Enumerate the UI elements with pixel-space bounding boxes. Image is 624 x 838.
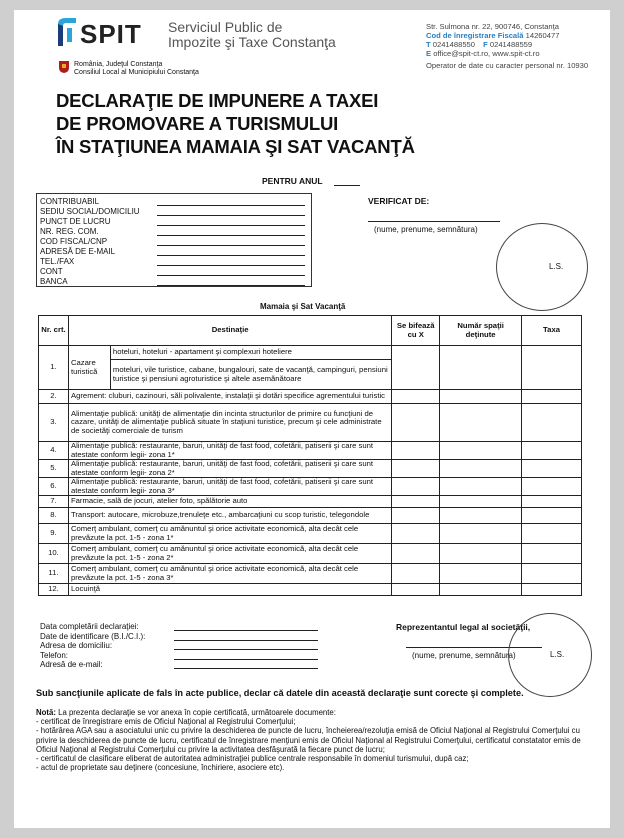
tax-cell[interactable] — [522, 564, 582, 584]
note-item: - certificatul de clasificare eliberat de autoritatea administraţiei publice centrale responsabile în domeniul turismului, după caz; — [36, 754, 469, 764]
row-nr: 1. — [39, 346, 69, 390]
table-caption: Mamaia şi Sat Vacanţă — [260, 302, 346, 311]
row-nr: 11. — [39, 564, 69, 584]
title-line-3: ÎN STAŢIUNEA MAMAIA ŞI SAT VACANŢĂ — [56, 136, 415, 157]
tax-cell[interactable] — [522, 584, 582, 596]
table-row — [39, 442, 582, 460]
spaces-cell[interactable] — [440, 478, 522, 496]
header-numar: Număr spaţii deţinute — [440, 316, 522, 346]
table-row — [39, 524, 582, 544]
address: Str. Sulmona nr. 22, 900746, Constanţa — [426, 22, 559, 31]
stamp-label-1: L.S. — [549, 262, 564, 271]
header-bifeaza: Se bifează cu X — [392, 316, 440, 346]
table-row — [39, 508, 582, 524]
check-cell[interactable] — [392, 496, 440, 508]
brand-name: SPIT — [80, 19, 142, 49]
check-cell[interactable] — [392, 544, 440, 564]
table-header-row — [39, 316, 582, 346]
taxpayer-field-label: BANCA — [40, 277, 68, 286]
table-row — [39, 544, 582, 564]
row-text: Alimentaţie publică: restaurante, baruri, unităţi de fast food, cofetării, patiserii şi care sunt atestate conform legii- zona 3* — [68, 478, 391, 496]
note-intro: La prezenta declaraţie se vor anexa în copie certificată, următoarele documente: — [58, 708, 336, 717]
header-destinatie: Destinaţie — [68, 316, 391, 346]
verified-label: VERIFICAT DE: — [368, 196, 430, 206]
tax-cell[interactable] — [522, 478, 582, 496]
org-name-2: Impozite şi Taxe Constanţa — [168, 34, 336, 50]
row-text: Comerţ ambulant, comerţ cu amănuntul şi orice activitate economică, alta decât cele prevăzute la pct. 1-5 - zona 2* — [68, 544, 391, 564]
year-label: PENTRU ANUL — [262, 176, 323, 186]
taxpayer-field-label: CONT — [40, 267, 63, 276]
check-cell[interactable] — [392, 584, 440, 596]
row-nr: 4. — [39, 442, 69, 460]
note-block — [36, 708, 588, 772]
table-row — [39, 390, 582, 404]
spaces-cell[interactable] — [440, 544, 522, 564]
row-text: Alimentaţie publică: restaurante, baruri, unităţi de fast food, cofetării, patiserii şi care sunt atestate conform legii- zona 1* — [68, 442, 391, 460]
email-label: E — [426, 49, 432, 58]
bottom-field-label: Adresă de e-mail: — [40, 660, 103, 669]
row-text: Comerţ ambulant, comerţ cu amănuntul şi orice activitate economică, alta decât cele prevăzute la pct. 1-5 - zona 1* — [68, 524, 391, 544]
verified-signature-field[interactable] — [368, 221, 500, 222]
header-taxa: Taxa — [522, 316, 582, 346]
stamp-label-2: L.S. — [550, 650, 565, 659]
table-row — [39, 460, 582, 478]
spaces-cell[interactable] — [440, 584, 522, 596]
bottom-field-input[interactable] — [174, 668, 318, 669]
tax-cell[interactable] — [522, 390, 582, 404]
cazare-label: Cazare turistică — [68, 346, 110, 390]
bottom-field-input[interactable] — [174, 659, 318, 660]
row-1b-text: moteluri, vile turistice, cabane, bungalouri, sate de vacanţă, campinguri, pensiuni turistice şi pensiuni agroturistice şi altele asemănătoare — [110, 360, 391, 390]
row-text: Agrement: cluburi, cazinouri, săli polivalente, instalaţii şi dotări specifice agrementului turistic — [68, 390, 391, 404]
statement: Sub sancţiunile aplicate de fals în acte publice, declar că datele din această declaraţie sunt corecte şi complete. — [36, 688, 524, 698]
year-field[interactable] — [334, 185, 360, 186]
taxpayer-field-input[interactable] — [157, 235, 305, 236]
check-cell[interactable] — [392, 524, 440, 544]
spit-logo-icon — [56, 18, 78, 48]
website: www.spit-ct.ro — [492, 49, 540, 58]
row-text: Farmacie, sală de jocuri, atelier foto, spălătorie auto — [68, 496, 391, 508]
bottom-field-label: Date de identificare (B.I./C.I.): — [40, 631, 146, 641]
row-nr: 12. — [39, 584, 69, 596]
tax-cell[interactable] — [522, 524, 582, 544]
tax-table — [38, 315, 582, 596]
representative-hint: (nume, prenume, semnătura) — [412, 651, 516, 660]
cif-label: Cod de înregistrare Fiscală — [426, 31, 524, 40]
verified-hint: (nume, prenume, semnătura) — [374, 225, 478, 234]
taxpayer-field-label: TEL./FAX — [40, 257, 75, 266]
note-item: - actul de proprietate sau deţinere (concesiune, închiriere, asociere etc). — [36, 763, 285, 773]
taxpayer-field-input[interactable] — [157, 205, 305, 206]
fax-label: F — [483, 40, 488, 49]
table-row — [39, 584, 582, 596]
check-cell[interactable] — [392, 460, 440, 478]
taxpayer-field-input[interactable] — [157, 215, 305, 216]
header-nr: Nr. crt. — [39, 316, 69, 346]
taxpayer-field-input[interactable] — [157, 285, 305, 286]
taxpayer-field-input[interactable] — [157, 245, 305, 246]
check-cell[interactable] — [392, 442, 440, 460]
bottom-field-input[interactable] — [174, 640, 318, 641]
bottom-field-input[interactable] — [174, 630, 318, 631]
row-nr: 10. — [39, 544, 69, 564]
check-cell[interactable] — [392, 404, 440, 442]
row-nr: 2. — [39, 390, 69, 404]
coat-of-arms-icon — [58, 60, 70, 74]
title-line-2: DE PROMOVARE A TURISMULUI — [56, 113, 339, 134]
bottom-field-label: Data completării declaraţiei: — [40, 622, 139, 631]
row-text: Transport: autocare, microbuze,trenuleţe etc., ambarcaţiuni cu scop turistic, telegondole — [68, 508, 391, 524]
operator-note: Operator de date cu caracter personal nr. 10930 — [426, 61, 589, 70]
spaces-cell[interactable] — [440, 564, 522, 584]
row-1a-text: hoteluri, hoteluri - apartament şi complexuri hoteliere — [110, 346, 391, 360]
phone: 0241488550 — [432, 40, 475, 49]
check-cell[interactable] — [392, 564, 440, 584]
spaces-cell[interactable] — [440, 346, 522, 390]
taxpayer-field-label: PUNCT DE LUCRU — [40, 217, 111, 226]
table-row — [39, 478, 582, 496]
title-line-1: DECLARAŢIE DE IMPUNERE A TAXEI — [56, 90, 379, 111]
bottom-field-input[interactable] — [174, 649, 318, 650]
row-nr: 3. — [39, 404, 69, 442]
spaces-cell[interactable] — [440, 508, 522, 524]
taxpayer-field-input[interactable] — [157, 225, 305, 226]
row-nr: 7. — [39, 496, 69, 508]
taxpayer-field-input[interactable] — [157, 265, 305, 266]
note-item: - certificat de înregistrare emis de Oficiul Naţional al Registrului Comerţului; — [36, 717, 296, 727]
tax-cell[interactable] — [522, 442, 582, 460]
row-nr: 8. — [39, 508, 69, 524]
email: office@spit-ct.ro — [433, 49, 489, 58]
spaces-cell[interactable] — [440, 404, 522, 442]
stamp-circle-1 — [496, 223, 588, 311]
spaces-cell[interactable] — [440, 442, 522, 460]
row-text: Alimentaţie publică: unităţi de alimentaţie din incinta structurilor de primire cu funcţiuni de cazare, unităţi de alimentaţie publică situate în staţiuni turistice, precum şi cele administrate de societăţi comerciale de turism — [68, 404, 391, 442]
tax-cell[interactable] — [522, 508, 582, 524]
spaces-cell[interactable] — [440, 524, 522, 544]
tax-cell[interactable] — [522, 496, 582, 508]
spaces-cell[interactable] — [440, 460, 522, 478]
tax-cell[interactable] — [522, 544, 582, 564]
fax: 0241488559 — [489, 40, 533, 49]
taxpayer-field-label: NR. REG. COM. — [40, 227, 99, 236]
table-row — [39, 564, 582, 584]
bottom-field-label: Telefon: — [40, 650, 69, 660]
taxpayer-field-input[interactable] — [157, 275, 305, 276]
org-name-1: Serviciul Public de — [168, 19, 283, 35]
bottom-field-label: Adresa de domiciliu: — [40, 641, 113, 650]
note-label: Notă: — [36, 708, 56, 717]
spaces-cell[interactable] — [440, 496, 522, 508]
representative-label: Reprezentantul legal al societăţii, — [396, 622, 531, 632]
row-nr: 9. — [39, 524, 69, 544]
taxpayer-field-label: ADRESĂ DE E-MAIL — [40, 247, 116, 256]
taxpayer-box — [36, 193, 312, 287]
tax-cell[interactable] — [522, 460, 582, 478]
phone-label: T — [426, 40, 431, 49]
taxpayer-field-label: COD FISCAL/CNP — [40, 237, 108, 246]
spaces-cell[interactable] — [440, 390, 522, 404]
tax-cell[interactable] — [522, 404, 582, 442]
row-text: Alimentaţie publică: restaurante, baruri, unităţi de fast food, cofetării, patiserii şi care sunt atestate conform legii- zona 2* — [68, 460, 391, 478]
table-row — [39, 496, 582, 508]
cif-value: 14260477 — [525, 31, 560, 40]
check-cell[interactable] — [392, 478, 440, 496]
table-row — [39, 404, 582, 442]
row-text: Comerţ ambulant, comerţ cu amănuntul şi orice activitate economică, alta decât cele prevăzute la pct. 1-5 - zona 3* — [68, 564, 391, 584]
check-cell[interactable] — [392, 346, 440, 390]
check-cell[interactable] — [392, 390, 440, 404]
taxpayer-field-label: SEDIU SOCIAL/DOMICILIU — [40, 207, 140, 216]
table-row — [39, 346, 582, 360]
row-nr: 6. — [39, 478, 69, 496]
row-text: Locuinţă — [68, 584, 391, 596]
subheader-1: România, Judeţul Constanţa — [74, 61, 163, 68]
taxpayer-field-label: CONTRIBUABIL — [40, 197, 100, 206]
tax-cell[interactable] — [522, 346, 582, 390]
taxpayer-field-input[interactable] — [157, 255, 305, 256]
check-cell[interactable] — [392, 508, 440, 524]
note-item: - hotărârea AGA sau a asociatului unic cu privire la deschiderea de puncte de lucru, încheierea/rezoluţia emisă de Oficiul Naţional al Registrului Comerţului cu privire la deschiderea de puncte de lucru, certificatul de înregistrare menţiuni emis de Oficiul Naţional al Registrului Comerţului, certificatul constatator emis de Oficiul Naţional al Registrului Comerţului cu privire la activitatea desfăşurată la fiecare punct de lucru; — [36, 726, 581, 754]
row-nr: 5. — [39, 460, 69, 478]
subheader-2: Consiliul Local al Municipiului Constanţa — [74, 69, 199, 76]
declaration-page: SPIT Serviciul Public de Impozite şi Taxe Constanţa România, Judeţul Constanţa Consiliul Local al Municipiului Constanţa Str. Sulmona nr. 22, 900746, Constanţa Cod de înregistrare Fiscală 14260477 T 0241488550 F 0241488559 E office@spit-ct.ro, www.spit-ct.ro Operator de date cu caracter personal nr. 10930 DECLARAŢIE DE IMPUNERE A TAXEI DE PROMOVARE A TURISMULUI ÎN STAŢIUNEA MAMAIA ŞI SAT VACANŢĂ PENTRU ANUL CONTRIBUABIL SEDIU SOCIAL/DOMICILIU PUNCT DE LUCRU NR. REG. COM. COD FISCAL/CNP ADRESĂ DE E-MAIL TEL./FAX CONT BANCA VERIFICAT DE: (nume, prenume, semnătura) L.S. Mamaia şi Sat Vacanţă Nr. crt. Destinaţie Se bifează cu X Număr spaţii deţinute Taxa 1. Cazare turistică hoteluri, hoteluri - apartament şi complexuri hoteliere moteluri, vile turistice, cabane, bungalouri, sate de vacanţă, campinguri, pensiuni turistice şi pensiuni agroturistice şi altele asemănătoare 2. Agrement: cluburi, cazinouri, săli polivalente, instalaţii şi dotări specifice agrementului turistic 3. Alimentaţie publică: unităţi de alimentaţie din incinta structurilor de primire cu funcţiuni de cazare, unităţi de alimentaţie publică situate în staţiuni turistice, precum şi cele administrate de societăţi comerciale de turism 4. Alimentaţie publică: restaurante, baruri, unităţi de fast food, cofetării, patiserii şi care sunt atestate conform legii- zona 1* 5. Alimentaţie publică: restaurante, baruri, unităţi de fast food, cofetării, patiserii şi care sunt atestate conform legii- zona 2* 6. Alimentaţie publică: restaurante, baruri, unităţi de fast food, cofetării, patiserii şi care sunt atestate conform legii- zona 3* 7. Farmacie, sală de jocuri, atelier foto, spălătorie auto 8. Transport: autocare, microbuze,trenuleţe etc., ambarcaţiuni cu scop turistic, telegondole 9. Comerţ ambulant, comerţ cu amănuntul şi orice activitate economică, alta decât cele prevăzute la pct. 1-5 - zona 1* 10. Comerţ ambulant, comerţ cu amănuntul şi orice activitate economică, alta decât cele prevăzute la pct. 1-5 - zona 2* 11. Comerţ ambulant, comerţ cu amănuntul şi orice activitate economică, alta decât cele prevăzute la pct. 1-5 - zona 3* 12. Locuinţă Data completării declaraţiei: Date de identificare (B.I./C.I.): Adresa de domiciliu: Telefon: Adresă de e-mail: Reprezentantul legal al societăţii, (nume, prenume, semnătura) L.S. Sub sancţiunile aplicate de fals în acte publice, declar că datele din această declaraţie sunt corecte şi complete. Notă: La prezenta declaraţie se vor anexa în copie certificată, următoarele documente: - certificat de înregistrare emis de Oficiul Naţional al Registrului Comerţului; - hotărârea AGA sau a asociatului unic cu privire la deschiderea de puncte de lucru, încheierea/rezoluţia emisă de Oficiul Naţional al Registrului Comerţului cu privire la deschiderea de puncte de lucru, certificatul de înregistrare menţiuni emis de Oficiul Naţional al Registrului Comerţului, certificatul constatator emis de Oficiul Naţional al Registrului Comerţului cu privire la activitatea desfăşurată la fiecare punct de lucru; - certificatul de clasificare eliberat de autoritatea administraţiei publice centrale responsabile în domeniul turismului, după caz; - actul de proprietate sau deţinere (concesiune, închiriere, asociere etc). — [14, 10, 610, 828]
